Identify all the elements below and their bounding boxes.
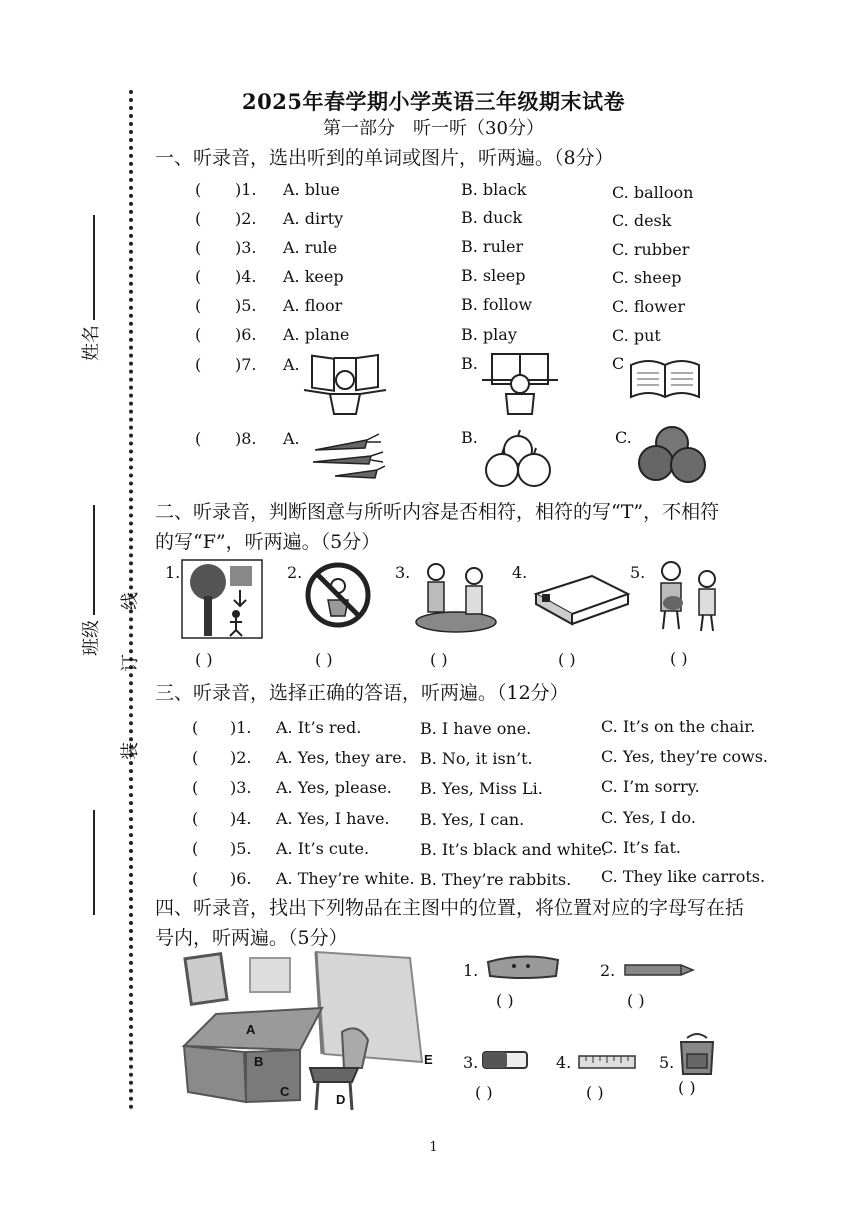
option-c: C. desk <box>612 211 672 230</box>
children-with-cat-picture <box>647 555 727 633</box>
option-c: C. flower <box>612 297 685 316</box>
item-label: 5. <box>659 1053 675 1072</box>
answer-paren-open[interactable]: ( <box>192 748 199 767</box>
answer-paren-open[interactable]: ( <box>195 267 202 286</box>
name-blank-line <box>93 215 95 320</box>
option-b: B. follow <box>461 295 533 314</box>
pencil-icon <box>623 962 695 978</box>
binding-zhuang-char: 装 <box>120 742 141 760</box>
ruler-icon <box>578 1054 638 1070</box>
answer-paren[interactable]: ( ) <box>475 1083 493 1102</box>
question-number: )5. <box>235 296 257 315</box>
answer-paren-open[interactable]: ( <box>192 869 199 888</box>
option-a: A. It’s red. <box>276 718 362 737</box>
answer-paren[interactable]: ( ) <box>558 650 576 669</box>
section2-heading-line2: 的写“F”，听两遍。（5分） <box>155 531 381 553</box>
option-c: C. Yes, they’re cows. <box>601 747 768 766</box>
answer-paren-open[interactable]: ( <box>195 209 202 228</box>
picture-label: 5. <box>630 563 646 582</box>
answer-paren-open[interactable]: ( <box>195 238 202 257</box>
scene-letter-b: B <box>254 1054 264 1069</box>
item-label: 4. <box>556 1053 572 1072</box>
answer-paren[interactable]: ( ) <box>586 1083 604 1102</box>
option-b: B. duck <box>461 208 523 227</box>
picture-label: 1. <box>165 563 181 582</box>
option-c: C. balloon <box>612 183 694 202</box>
option-c: C. <box>615 428 632 447</box>
part-title: 第一部分 听一听（30分） <box>323 118 544 139</box>
answer-paren[interactable]: ( ) <box>670 649 688 668</box>
option-b: B. ruler <box>461 237 524 256</box>
option-b: B. play <box>461 325 517 344</box>
option-a: A. Yes, they are. <box>276 748 407 767</box>
binding-ding-char: 订 <box>120 654 141 672</box>
exam-title: 2025年春学期小学英语三年级期末试卷 <box>242 89 625 114</box>
question-number: )6. <box>230 869 252 888</box>
classroom-scene-picture <box>182 950 444 1118</box>
option-a: A. floor <box>283 296 343 315</box>
answer-paren-open[interactable]: ( <box>192 809 199 828</box>
option-c: C. It’s fat. <box>601 838 681 857</box>
option-b: B. Yes, I can. <box>420 810 525 829</box>
question-number: )4. <box>230 809 252 828</box>
question-number: )6. <box>235 325 257 344</box>
question-number: )3. <box>235 238 257 257</box>
answer-paren[interactable]: ( ) <box>315 650 333 669</box>
option-c: C. Yes, I do. <box>601 808 696 827</box>
no-littering-sign-picture <box>303 560 373 630</box>
option-c: C. They like carrots. <box>601 867 766 886</box>
option-b: B. No, it isn’t. <box>420 749 533 768</box>
answer-paren[interactable]: ( ) <box>678 1078 696 1097</box>
apples-picture <box>482 430 558 490</box>
pencil-box-picture <box>532 570 632 630</box>
schoolbag-icon <box>677 1030 717 1076</box>
close-window-picture <box>480 350 560 418</box>
question-number: )2. <box>235 209 257 228</box>
answer-paren-open[interactable]: ( <box>192 839 199 858</box>
item-label: 3. <box>463 1053 479 1072</box>
option-c: C. put <box>612 326 661 345</box>
answer-paren[interactable]: ( ) <box>496 991 514 1010</box>
answer-paren-open[interactable]: ( <box>195 296 202 315</box>
section3-heading: 三、听录音，选择正确的答语，听两遍。（12分） <box>155 682 569 704</box>
option-c: C. rubber <box>612 240 690 259</box>
option-c: C. I’m sorry. <box>601 777 700 796</box>
option-b: B. Yes, Miss Li. <box>420 779 543 798</box>
option-a: A. dirty <box>283 209 344 228</box>
children-at-table-picture <box>412 558 500 636</box>
option-b: B. sleep <box>461 266 526 285</box>
scene-letter-d: D <box>336 1092 346 1107</box>
option-a: A. rule <box>283 238 338 257</box>
item-label: 1. <box>463 961 479 980</box>
binding-line-char: 线 <box>120 592 141 610</box>
picture-label: 3. <box>395 563 411 582</box>
option-c: C. It’s on the chair. <box>601 717 756 736</box>
option-a: A. blue <box>283 180 340 199</box>
answer-paren-open[interactable]: ( <box>195 429 202 448</box>
scene-letter-c: C <box>280 1084 290 1099</box>
name-label: 姓名 <box>81 325 102 361</box>
answer-paren-open[interactable]: ( <box>195 355 202 374</box>
question-number: )7. <box>235 355 257 374</box>
open-book-picture <box>625 355 705 405</box>
picture-label: 2. <box>287 563 303 582</box>
scene-letter-e: E <box>424 1052 433 1067</box>
open-window-picture <box>300 350 390 420</box>
carrots-picture <box>305 432 385 482</box>
question-number: )1. <box>235 180 257 199</box>
tree-scene-picture <box>182 560 262 638</box>
option-b: B. They’re rabbits. <box>420 870 572 889</box>
section4-heading-line2: 号内，听两遍。（5分） <box>155 927 348 949</box>
option-a: A. <box>283 355 300 374</box>
question-number: )3. <box>230 778 252 797</box>
answer-paren-open[interactable]: ( <box>195 180 202 199</box>
scene-letter-a: A <box>246 1022 256 1037</box>
class-label: 班级 <box>81 620 102 656</box>
section1-heading: 一、听录音，选出听到的单词或图片，听两遍。（8分） <box>155 147 614 169</box>
eraser-icon <box>481 1050 529 1070</box>
option-a: A. plane <box>283 325 350 344</box>
item-label: 2. <box>600 961 616 980</box>
option-b: B. <box>461 428 478 447</box>
class-blank-line <box>93 505 95 615</box>
answer-paren-open[interactable]: ( <box>192 778 199 797</box>
section4-heading-line1: 四、听录音，找出下列物品在主图中的位置，将位置对应的字母写在括 <box>155 897 745 919</box>
option-a: A. Yes, I have. <box>276 809 390 828</box>
section2-heading-line1: 二、听录音，判断图意与所听内容是否相符，相符的写“T”，不相符 <box>155 501 720 523</box>
question-number: )1. <box>230 718 252 737</box>
question-number: )4. <box>235 267 257 286</box>
answer-paren[interactable]: ( ) <box>195 650 213 669</box>
question-number: )2. <box>230 748 252 767</box>
option-b: B. It’s black and white. <box>420 840 607 859</box>
option-a: A. They’re white. <box>276 869 415 888</box>
answer-paren[interactable]: ( ) <box>627 991 645 1010</box>
option-c: C. sheep <box>612 268 682 287</box>
option-a: A. It’s cute. <box>276 839 370 858</box>
number-blank-line <box>93 810 95 915</box>
answer-paren-open[interactable]: ( <box>192 718 199 737</box>
option-a: A. Yes, please. <box>276 778 392 797</box>
option-b: B. <box>461 354 478 373</box>
answer-paren[interactable]: ( ) <box>430 650 448 669</box>
option-c: C <box>612 354 625 373</box>
option-b: B. black <box>461 180 527 199</box>
option-a: A. <box>283 429 300 448</box>
answer-paren-open[interactable]: ( <box>195 325 202 344</box>
question-number: )5. <box>230 839 252 858</box>
oranges-picture <box>638 425 708 483</box>
option-b: B. I have one. <box>420 719 532 738</box>
page-number: 1 <box>429 1140 438 1155</box>
picture-label: 4. <box>512 563 528 582</box>
pencil-case-icon <box>484 952 564 980</box>
option-a: A. keep <box>283 267 344 286</box>
question-number: )8. <box>235 429 257 448</box>
